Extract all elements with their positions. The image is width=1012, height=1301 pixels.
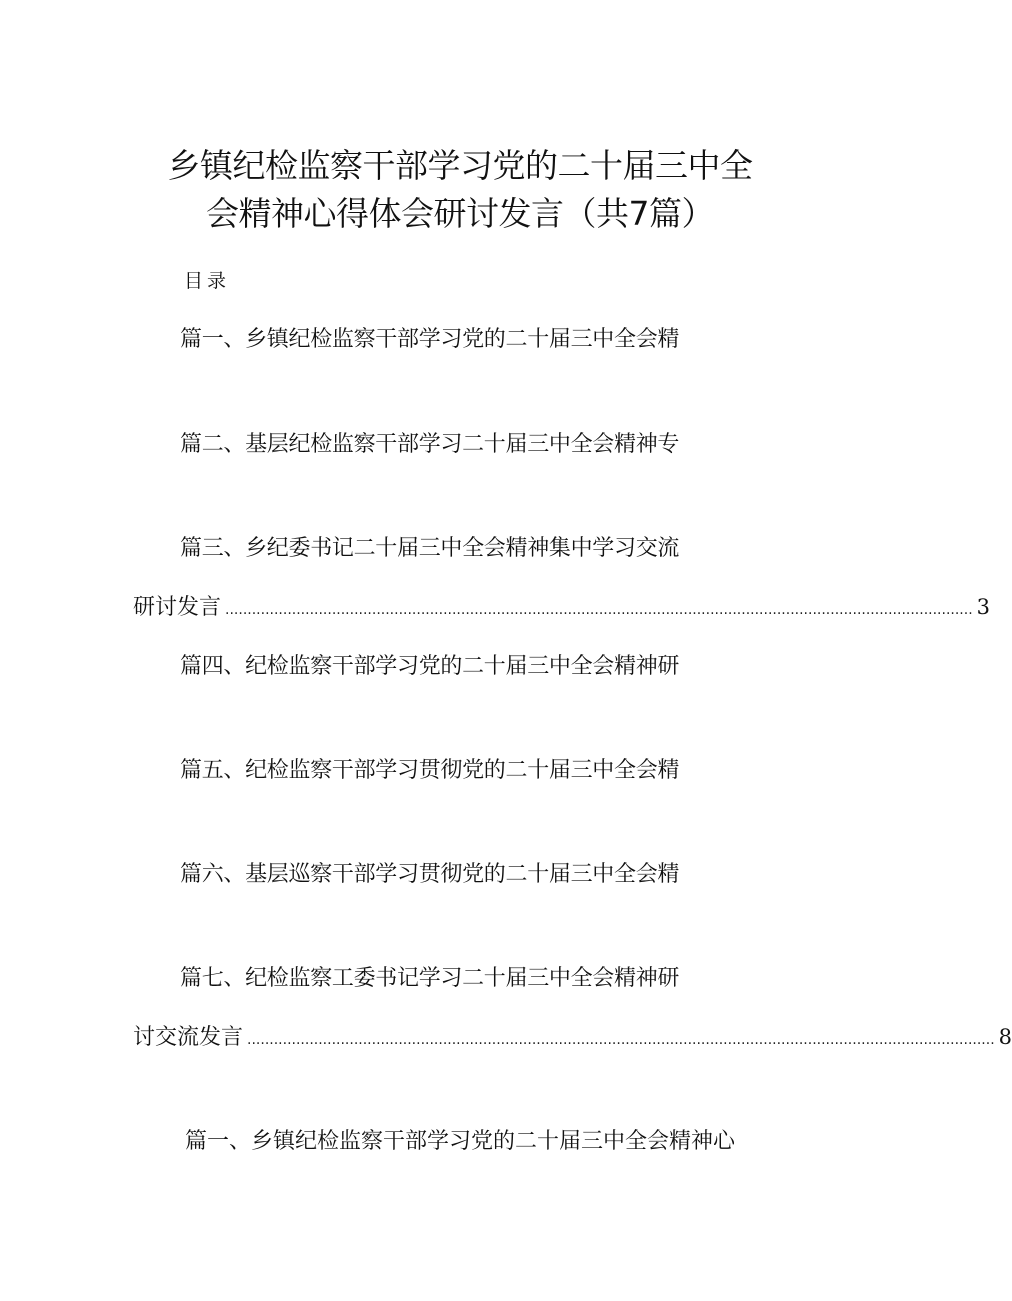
toc-entry-3[interactable]: 篇三、乡纪委书记二十届三中全会精神集中学习交流 bbox=[180, 536, 680, 561]
toc-entry-4[interactable]: 篇四、纪检监察干部学习党的二十届三中全会精神研 bbox=[180, 654, 680, 679]
document-title-line-1: 乡镇纪检监察干部学习党的二十届三中全 bbox=[167, 146, 753, 185]
toc-entry-7-continuation-text: 讨交流发言 bbox=[133, 1025, 244, 1050]
toc-leader-dots: ........................................................................................................................................................................ bbox=[225, 602, 973, 618]
toc-entry-3-continuation-text: 研讨发言 bbox=[133, 595, 222, 620]
document-title-line-2: 会精神心得体会研讨发言（共7篇） bbox=[206, 194, 714, 233]
toc-heading: 目录 bbox=[184, 270, 231, 292]
toc-entry-7-continuation[interactable] bbox=[133, 1020, 1012, 1051]
toc-entry-5[interactable]: 篇五、纪检监察干部学习贯彻党的二十届三中全会精 bbox=[180, 758, 680, 783]
toc-entry-3-page-number: 3 bbox=[976, 595, 991, 619]
section-heading-1: 篇一、乡镇纪检监察干部学习党的二十届三中全会精神心 bbox=[184, 1129, 735, 1154]
toc-entry-7-page-number: 8 bbox=[998, 1025, 1012, 1049]
toc-entry-6[interactable]: 篇六、基层巡察干部学习贯彻党的二十届三中全会精 bbox=[180, 862, 680, 887]
toc-leader-dots: ........................................................................................................................................................................ bbox=[247, 1032, 995, 1048]
toc-entry-2[interactable]: 篇二、基层纪检监察干部学习二十届三中全会精神专 bbox=[180, 432, 680, 457]
toc-entry-1[interactable]: 篇一、乡镇纪检监察干部学习党的二十届三中全会精 bbox=[180, 327, 680, 352]
toc-entry-3-continuation[interactable] bbox=[133, 590, 991, 621]
toc-entry-7[interactable]: 篇七、纪检监察工委书记学习二十届三中全会精神研 bbox=[180, 966, 680, 991]
